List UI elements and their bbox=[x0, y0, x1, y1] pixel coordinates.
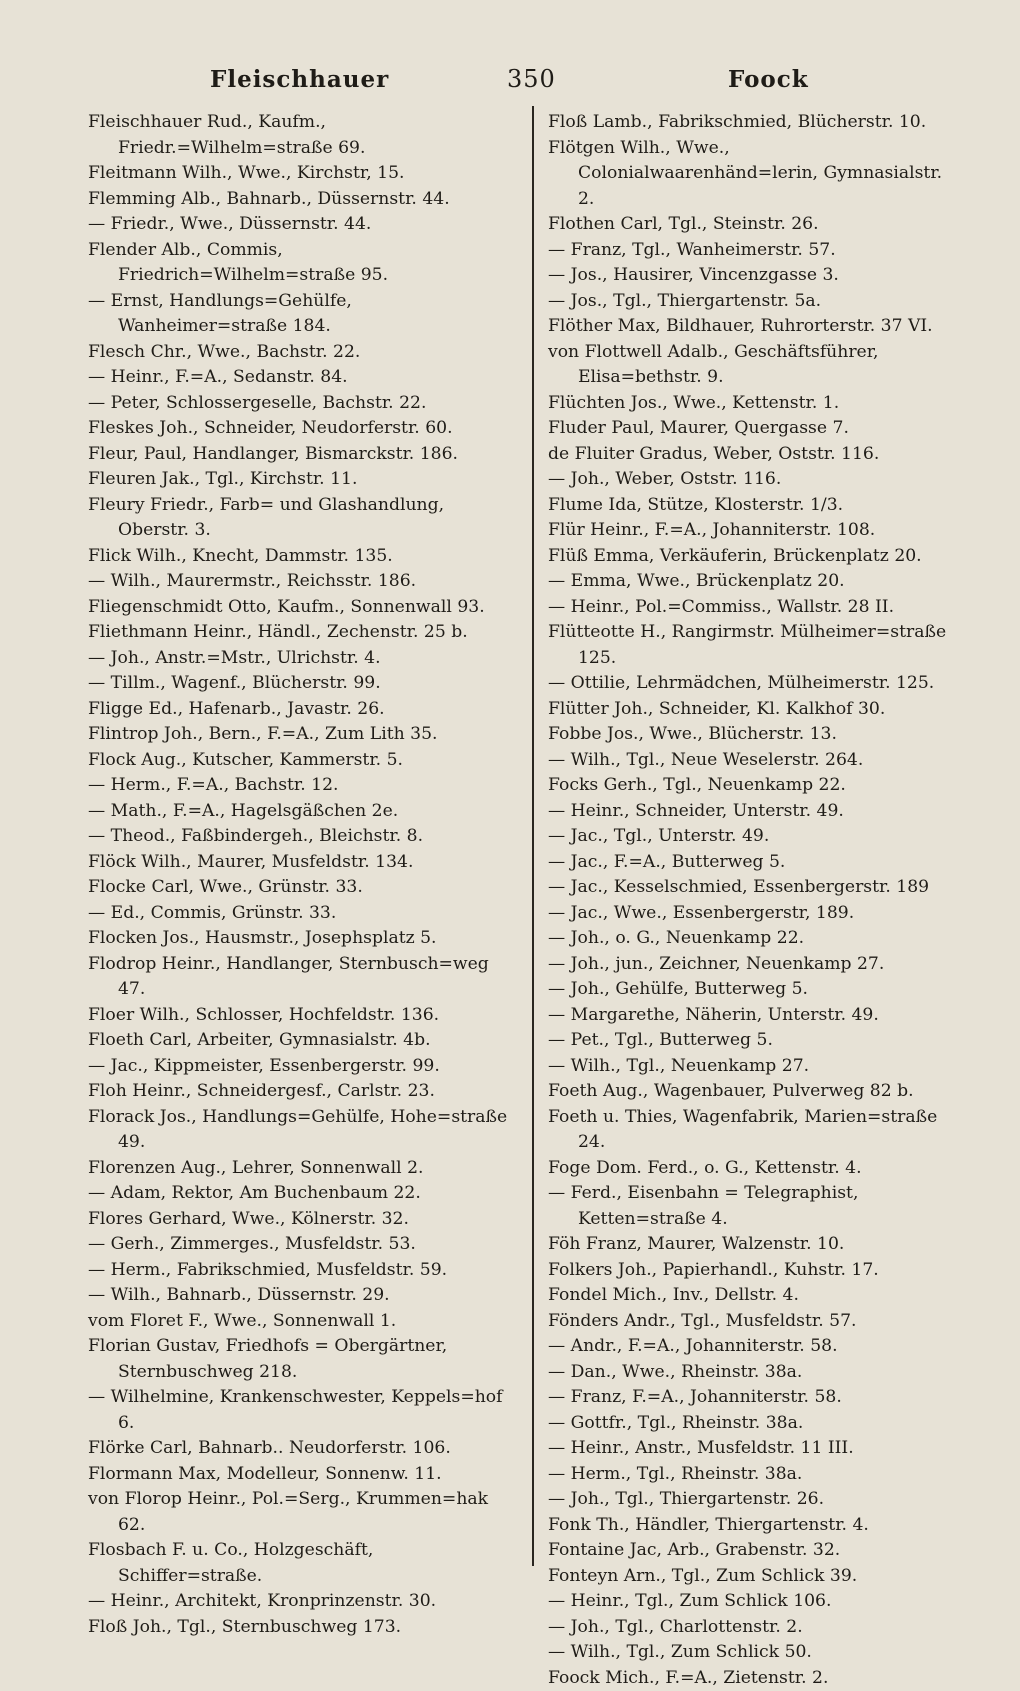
directory-entry: Flick Wilh., Knecht, Dammstr. 135. bbox=[88, 544, 520, 570]
directory-entry: — Jac., Wwe., Essenbergerstr, 189. bbox=[548, 901, 960, 927]
directory-entry: Föh Franz, Maurer, Walzenstr. 10. bbox=[548, 1232, 960, 1258]
directory-entry: Fleur, Paul, Handlanger, Bismarckstr. 186. bbox=[88, 442, 520, 468]
directory-entry: Foeth Aug., Wagenbauer, Pulverweg 82 b. bbox=[548, 1079, 960, 1105]
directory-entry: — Joh., Tgl., Thiergartenstr. 26. bbox=[548, 1487, 960, 1513]
directory-entry: vom Floret F., Wwe., Sonnenwall 1. bbox=[88, 1309, 520, 1335]
directory-entry: Fonteyn Arn., Tgl., Zum Schlick 39. bbox=[548, 1564, 960, 1590]
directory-entry: — Wilh., Bahnarb., Düssernstr. 29. bbox=[88, 1283, 520, 1309]
directory-entry: Fontaine Jac, Arb., Grabenstr. 32. bbox=[548, 1538, 960, 1564]
directory-entry: Florenzen Aug., Lehrer, Sonnenwall 2. bbox=[88, 1156, 520, 1182]
directory-entry: — Heinr., Architekt, Kronprinzenstr. 30. bbox=[88, 1589, 520, 1615]
directory-entry: — Jac., Tgl., Unterstr. 49. bbox=[548, 824, 960, 850]
directory-entry: Flocken Jos., Hausmstr., Josephsplatz 5. bbox=[88, 926, 520, 952]
directory-entry: Flosbach F. u. Co., Holzgeschäft, Schiffer=straße. bbox=[88, 1538, 520, 1589]
directory-entry: Floeth Carl, Arbeiter, Gymnasialstr. 4b. bbox=[88, 1028, 520, 1054]
directory-entry: Fleitmann Wilh., Wwe., Kirchstr, 15. bbox=[88, 161, 520, 187]
directory-entry: Flender Alb., Commis, Friedrich=Wilhelm=straße 95. bbox=[88, 238, 520, 289]
directory-entry: Flür Heinr., F.=A., Johanniterstr. 108. bbox=[548, 518, 960, 544]
directory-entry: — Ernst, Handlungs=Gehülfe, Wanheimer=straße 184. bbox=[88, 289, 520, 340]
directory-entry: — Gerh., Zimmerges., Musfeldstr. 53. bbox=[88, 1232, 520, 1258]
directory-entry: Floß Lamb., Fabrikschmied, Blücherstr. 10. bbox=[548, 110, 960, 136]
directory-entry: — Wilh., Tgl., Neue Weselerstr. 264. bbox=[548, 748, 960, 774]
column-divider bbox=[532, 106, 534, 1566]
directory-entry: — Gottfr., Tgl., Rheinstr. 38a. bbox=[548, 1411, 960, 1437]
directory-entry: Flodrop Heinr., Handlanger, Sternbusch=weg 47. bbox=[88, 952, 520, 1003]
directory-entry: — Heinr., Schneider, Unterstr. 49. bbox=[548, 799, 960, 825]
directory-entry: Fleskes Joh., Schneider, Neudorferstr. 60. bbox=[88, 416, 520, 442]
directory-entry: — Joh., Tgl., Charlottenstr. 2. bbox=[548, 1615, 960, 1641]
directory-entry: Flötgen Wilh., Wwe., Colonialwaarenhänd=lerin, Gymnasialstr. 2. bbox=[548, 136, 960, 213]
directory-entry: — Franz, F.=A., Johanniterstr. 58. bbox=[548, 1385, 960, 1411]
directory-entry: — Heinr., F.=A., Sedanstr. 84. bbox=[88, 365, 520, 391]
directory-entry: — Franz, Tgl., Wanheimerstr. 57. bbox=[548, 238, 960, 264]
directory-entry: Fleuren Jak., Tgl., Kirchstr. 11. bbox=[88, 467, 520, 493]
directory-entry: Floh Heinr., Schneidergesf., Carlstr. 23. bbox=[88, 1079, 520, 1105]
directory-entry: — Wilh., Maurermstr., Reichsstr. 186. bbox=[88, 569, 520, 595]
directory-entry: — Jos., Tgl., Thiergartenstr. 5a. bbox=[548, 289, 960, 315]
directory-entry: Focks Gerh., Tgl., Neuenkamp 22. bbox=[548, 773, 960, 799]
directory-entry: Fleischhauer Rud., Kaufm., Friedr.=Wilhelm=straße 69. bbox=[88, 110, 520, 161]
directory-entry: Flesch Chr., Wwe., Bachstr. 22. bbox=[88, 340, 520, 366]
directory-entry: — Wilhelmine, Krankenschwester, Keppels=hof 6. bbox=[88, 1385, 520, 1436]
directory-entry: — Ferd., Eisenbahn = Telegraphist, Ketten=straße 4. bbox=[548, 1181, 960, 1232]
directory-entry: Flume Ida, Stütze, Klosterstr. 1/3. bbox=[548, 493, 960, 519]
directory-entry: Flüß Emma, Verkäuferin, Brückenplatz 20. bbox=[548, 544, 960, 570]
directory-entry: — Jac., F.=A., Butterweg 5. bbox=[548, 850, 960, 876]
directory-entry: — Herm., Tgl., Rheinstr. 38a. bbox=[548, 1462, 960, 1488]
directory-entry: — Wilh., Tgl., Zum Schlick 50. bbox=[548, 1640, 960, 1666]
directory-entry: — Joh., Anstr.=Mstr., Ulrichstr. 4. bbox=[88, 646, 520, 672]
directory-entry: — Math., F.=A., Hagelsgäßchen 2e. bbox=[88, 799, 520, 825]
directory-entry: Flütter Joh., Schneider, Kl. Kalkhof 30. bbox=[548, 697, 960, 723]
directory-entry: Folkers Joh., Papierhandl., Kuhstr. 17. bbox=[548, 1258, 960, 1284]
directory-entry: Flemming Alb., Bahnarb., Düssernstr. 44. bbox=[88, 187, 520, 213]
directory-entry: — Margarethe, Näherin, Unterstr. 49. bbox=[548, 1003, 960, 1029]
directory-entry: Foge Dom. Ferd., o. G., Kettenstr. 4. bbox=[548, 1156, 960, 1182]
directory-entry: Flöck Wilh., Maurer, Musfeldstr. 134. bbox=[88, 850, 520, 876]
directory-entry: Fonk Th., Händler, Thiergartenstr. 4. bbox=[548, 1513, 960, 1539]
directory-entry: Flormann Max, Modelleur, Sonnenw. 11. bbox=[88, 1462, 520, 1488]
directory-entry: — Andr., F.=A., Johanniterstr. 58. bbox=[548, 1334, 960, 1360]
directory-entry: Flüchten Jos., Wwe., Kettenstr. 1. bbox=[548, 391, 960, 417]
directory-entry: Flothen Carl, Tgl., Steinstr. 26. bbox=[548, 212, 960, 238]
directory-entry: — Herm., F.=A., Bachstr. 12. bbox=[88, 773, 520, 799]
directory-entry: — Ottilie, Lehrmädchen, Mülheimerstr. 125. bbox=[548, 671, 960, 697]
directory-entry: — Theod., Faßbindergeh., Bleichstr. 8. bbox=[88, 824, 520, 850]
directory-entry: Fluder Paul, Maurer, Quergasse 7. bbox=[548, 416, 960, 442]
directory-entry: — Heinr., Anstr., Musfeldstr. 11 III. bbox=[548, 1436, 960, 1462]
directory-entry: — Wilh., Tgl., Neuenkamp 27. bbox=[548, 1054, 960, 1080]
directory-entry: — Peter, Schlossergeselle, Bachstr. 22. bbox=[88, 391, 520, 417]
directory-entry: — Joh., jun., Zeichner, Neuenkamp 27. bbox=[548, 952, 960, 978]
directory-entry: — Friedr., Wwe., Düssernstr. 44. bbox=[88, 212, 520, 238]
directory-entry: — Ed., Commis, Grünstr. 33. bbox=[88, 901, 520, 927]
directory-entry: de Fluiter Gradus, Weber, Oststr. 116. bbox=[548, 442, 960, 468]
directory-entry: Flöther Max, Bildhauer, Ruhrorterstr. 37 VI. bbox=[548, 314, 960, 340]
directory-entry: Floß Joh., Tgl., Sternbuschweg 173. bbox=[88, 1615, 520, 1641]
directory-entry: Flores Gerhard, Wwe., Kölnerstr. 32. bbox=[88, 1207, 520, 1233]
directory-entry: Foock Mich., F.=A., Zietenstr. 2. bbox=[548, 1666, 960, 1691]
left-column bbox=[88, 110, 520, 1640]
directory-entry: — Dan., Wwe., Rheinstr. 38a. bbox=[548, 1360, 960, 1386]
directory-entry: — Joh., Weber, Oststr. 116. bbox=[548, 467, 960, 493]
right-column bbox=[548, 110, 960, 1691]
directory-entry: Flörke Carl, Bahnarb.. Neudorferstr. 106. bbox=[88, 1436, 520, 1462]
directory-entry: Flintrop Joh., Bern., F.=A., Zum Lith 35. bbox=[88, 722, 520, 748]
directory-entry: — Heinr., Pol.=Commiss., Wallstr. 28 II. bbox=[548, 595, 960, 621]
directory-entry: Floer Wilh., Schlosser, Hochfeldstr. 136. bbox=[88, 1003, 520, 1029]
directory-entry: Flocke Carl, Wwe., Grünstr. 33. bbox=[88, 875, 520, 901]
directory-entry: — Emma, Wwe., Brückenplatz 20. bbox=[548, 569, 960, 595]
directory-entry: Fondel Mich., Inv., Dellstr. 4. bbox=[548, 1283, 960, 1309]
directory-entry: — Joh., Gehülfe, Butterweg 5. bbox=[548, 977, 960, 1003]
running-head-left: Fleischhauer bbox=[210, 62, 389, 96]
directory-entry: Florian Gustav, Friedhofs = Obergärtner, Sternbuschweg 218. bbox=[88, 1334, 520, 1385]
directory-entry: Foeth u. Thies, Wagenfabrik, Marien=straße 24. bbox=[548, 1105, 960, 1156]
directory-entry: — Heinr., Tgl., Zum Schlick 106. bbox=[548, 1589, 960, 1615]
running-head-right: Foock bbox=[728, 62, 809, 96]
directory-entry: Florack Jos., Handlungs=Gehülfe, Hohe=straße 49. bbox=[88, 1105, 520, 1156]
directory-entry: von Flottwell Adalb., Geschäftsführer, Elisa=bethstr. 9. bbox=[548, 340, 960, 391]
directory-entry: Fleury Friedr., Farb= und Glashandlung, Oberstr. 3. bbox=[88, 493, 520, 544]
directory-entry: — Tillm., Wagenf., Blücherstr. 99. bbox=[88, 671, 520, 697]
directory-entry: — Adam, Rektor, Am Buchenbaum 22. bbox=[88, 1181, 520, 1207]
directory-entry: — Herm., Fabrikschmied, Musfeldstr. 59. bbox=[88, 1258, 520, 1284]
directory-entry: — Jac., Kesselschmied, Essenbergerstr. 189 bbox=[548, 875, 960, 901]
directory-entry: Fönders Andr., Tgl., Musfeldstr. 57. bbox=[548, 1309, 960, 1335]
directory-entry: Fliethmann Heinr., Händl., Zechenstr. 25 b. bbox=[88, 620, 520, 646]
directory-entry: Flütteotte H., Rangirmstr. Mülheimer=straße 125. bbox=[548, 620, 960, 671]
directory-entry: Fligge Ed., Hafenarb., Javastr. 26. bbox=[88, 697, 520, 723]
directory-entry: Flock Aug., Kutscher, Kammerstr. 5. bbox=[88, 748, 520, 774]
directory-entry: — Pet., Tgl., Butterweg 5. bbox=[548, 1028, 960, 1054]
directory-entry: — Jos., Hausirer, Vincenzgasse 3. bbox=[548, 263, 960, 289]
directory-entry: — Joh., o. G., Neuenkamp 22. bbox=[548, 926, 960, 952]
directory-entry: Fliegenschmidt Otto, Kaufm., Sonnenwall 93. bbox=[88, 595, 520, 621]
directory-entry: — Jac., Kippmeister, Essenbergerstr. 99. bbox=[88, 1054, 520, 1080]
directory-entry: Fobbe Jos., Wwe., Blücherstr. 13. bbox=[548, 722, 960, 748]
directory-entry: von Florop Heinr., Pol.=Serg., Krummen=hak 62. bbox=[88, 1487, 520, 1538]
page-number: 350 bbox=[507, 62, 556, 96]
